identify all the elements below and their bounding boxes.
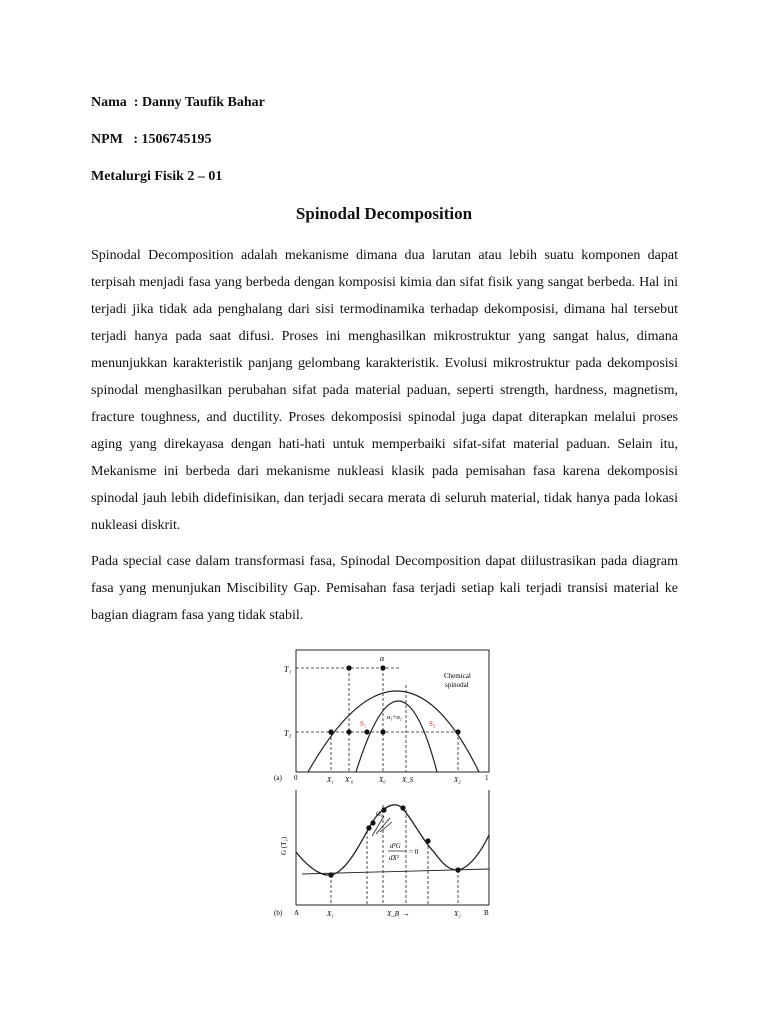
panel-b-label: (b) xyxy=(274,909,283,917)
point-x1-b xyxy=(328,872,333,877)
t1-label: T₁ xyxy=(284,665,292,674)
axis-one-label: 1 xyxy=(485,774,489,782)
name-label: Nama xyxy=(91,95,127,110)
point-x1-t2 xyxy=(328,729,333,734)
point-s1-b xyxy=(366,825,371,830)
point-max-b xyxy=(400,805,405,810)
point-x0p-t2 xyxy=(346,729,351,734)
miscibility-gap-curve xyxy=(308,691,479,772)
point-x0p-t1 xyxy=(346,665,351,670)
phase-diagram-figure xyxy=(272,640,496,925)
name-value: : Danny Taufik Bahar xyxy=(133,95,265,110)
axis-b-label: B xyxy=(484,909,489,917)
s1-label: S₁ xyxy=(360,720,367,728)
eq-denominator: dX² xyxy=(389,854,399,862)
x2-b-label: X₂ xyxy=(454,910,461,918)
panel-a xyxy=(274,650,489,784)
axis-a-label: A xyxy=(294,909,300,917)
paragraph-1: Spinodal Decomposition adalah mekanisme dimana dua larutan atau lebih suatu komponen dapat terpisah menjadi fasa yang berbeda dengan komposisi kimia dan sifat fisik yang sangat berbeda. Hal ini terjadi jika tidak ada penghalang dari sisi termodinamika terhadap dekomposisi, dimana hal tersebut terjadi hanya pada saat difusi. Proses ini menghasilkan mikrostruktur yang sangat halus, dimana menunjukkan karakteristik panjang gelombang karakteristik. Evolusi mikrostruktur pada dekomposisi spinodal menghasilkan perubahan sifat pada material paduan, seperti strength, hardness, magnetism, fracture toughness, and ductility. Proses dekomposisi spinodal juga dapat diterapkan melalui proses aging yang direkayasa dengan hati-hati untuk memperbaiki sifat-sifat material paduan. Selain itu, Mekanisme ini berbeda dari mekanisme nukleasi klasik pada pemisahan fasa karena dekomposisi spinodal jauh lebih didefinisikan, dan terjadi secara merata di seluruh material, tidak hanya pada lokasi nukleasi diskrit. xyxy=(91,248,678,533)
point-x0-t2 xyxy=(380,729,385,734)
xb-label: X_B xyxy=(387,910,400,918)
panel-b xyxy=(274,790,489,918)
page-title: Spinodal Decomposition xyxy=(295,204,473,223)
x2-label: X₂ xyxy=(454,776,461,784)
g0-label: G₀ xyxy=(376,810,384,818)
x0p-label: X′₀ xyxy=(345,776,354,784)
g-axis-label: G (T₂) xyxy=(280,836,288,855)
axis-zero-label: 0 xyxy=(294,774,298,782)
npm-line xyxy=(91,132,212,148)
eq-numerator: d²G xyxy=(390,842,401,850)
point-s1 xyxy=(364,729,369,734)
x0-label: X₀ xyxy=(379,776,386,784)
point-x2-t2 xyxy=(455,729,460,734)
chemical-spinodal-curve xyxy=(356,701,437,772)
t2-label: T₂ xyxy=(284,729,292,738)
chemical-spinodal-label-2: spinodal xyxy=(445,681,469,689)
paragraph-2: Pada special case dalam transformasi fasa, Spinodal Decomposition dapat diilustrasikan pada diagram fasa yang menunjukan Miscibility Gap. Pemisahan fasa terjadi setiap kali terjadi transisi material ke bagian diagram fasa yang tidak stabil. xyxy=(91,554,678,623)
free-energy-curve xyxy=(296,805,489,875)
point-x0-t1 xyxy=(380,665,385,670)
point-a-b xyxy=(370,820,375,825)
point-s2-b xyxy=(425,838,430,843)
two-phase-label: α₁+α₂ xyxy=(387,714,403,721)
s2-label: S₂ xyxy=(429,720,436,728)
course-line: Metalurgi Fisik 2 – 01 xyxy=(91,169,223,184)
x1-label: X₁ xyxy=(327,776,334,784)
x1-b-label: X₁ xyxy=(327,910,334,918)
alpha-label: α xyxy=(380,654,385,663)
name-line xyxy=(91,95,265,111)
npm-label: NPM xyxy=(91,132,123,147)
xb-arrow: → xyxy=(402,909,410,918)
point-x2-b xyxy=(455,867,460,872)
xs-label: X_S xyxy=(402,776,414,784)
eq-rhs: = 0 xyxy=(409,848,419,856)
chemical-spinodal-label-1: Chemical xyxy=(444,672,471,680)
panel-a-label: (a) xyxy=(274,774,282,782)
npm-value: : 1506745195 xyxy=(133,132,212,147)
